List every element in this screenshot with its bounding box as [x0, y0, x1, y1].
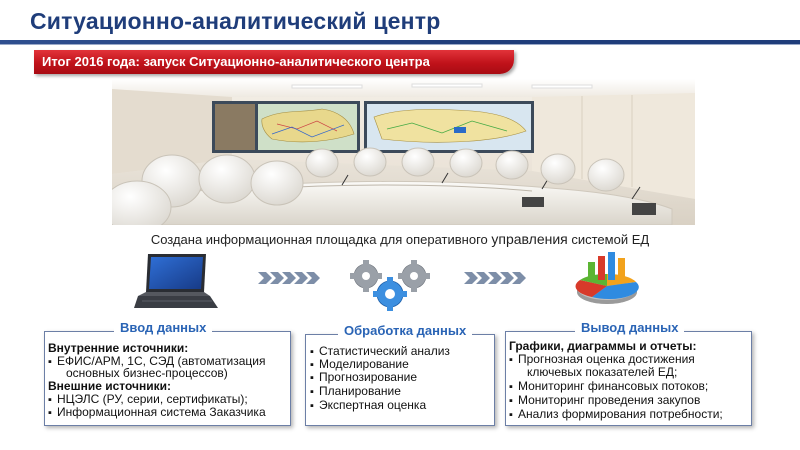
output-heading: Графики, диаграммы и отчеты: [509, 339, 697, 353]
input-panel-title: Ввод данных [114, 320, 212, 335]
internal-item-line2: основных бизнес-процессов) [66, 366, 228, 380]
banner-text: Итог 2016 года: запуск Ситуационно-аналитического центра [42, 54, 430, 69]
processing-item: ▪ Планирование [310, 384, 401, 399]
caption-text-before: Создана информационная площадка для оперативного [150, 232, 492, 247]
internal-item-line1: ▪ ЕФИС/АРМ, 1С, СЭД (автоматизация [48, 354, 265, 369]
chart-3d-icon [572, 248, 642, 313]
caption-emphasis: управления [491, 231, 568, 247]
output-item-line2: ключевых показателей ЕД; [527, 365, 678, 379]
internal-sources-heading: Внутренние источники: [48, 341, 189, 355]
result-banner [34, 50, 514, 74]
output-item: ▪ Мониторинг финансовых потоков; [509, 379, 708, 394]
output-item: ▪ Мониторинг проведения закупов [509, 393, 700, 408]
output-item-line1: ▪ Прогнозная оценка достижения [509, 352, 695, 367]
external-item: ▪ Информационная система Заказчика [48, 405, 266, 420]
chevron-arrows-icon [464, 270, 526, 291]
output-panel-title: Вывод данных [575, 320, 684, 335]
chevron-arrows-icon [258, 270, 320, 291]
external-sources-heading: Внешние источники: [48, 379, 171, 393]
processing-item: ▪ Прогнозирование [310, 370, 417, 385]
caption [0, 231, 800, 247]
processing-panel-title: Обработка данных [338, 323, 472, 338]
processing-item: ▪ Статистический анализ [310, 344, 450, 359]
processing-item: ▪ Экспертная оценка [310, 398, 426, 413]
laptop-icon [134, 252, 218, 315]
gears-icon [346, 258, 436, 321]
output-item: ▪ Анализ формирования потребности; [509, 407, 723, 422]
external-item: ▪ НЦЭЛС (РУ, серии, сертификаты); [48, 392, 248, 407]
processing-item: ▪ Моделирование [310, 357, 409, 372]
caption-text-after: системой ЕД [567, 232, 650, 247]
page-title: Ситуационно-аналитический центр [30, 8, 441, 34]
title-divider-thin [0, 44, 800, 45]
situation-room-photo [112, 79, 695, 225]
